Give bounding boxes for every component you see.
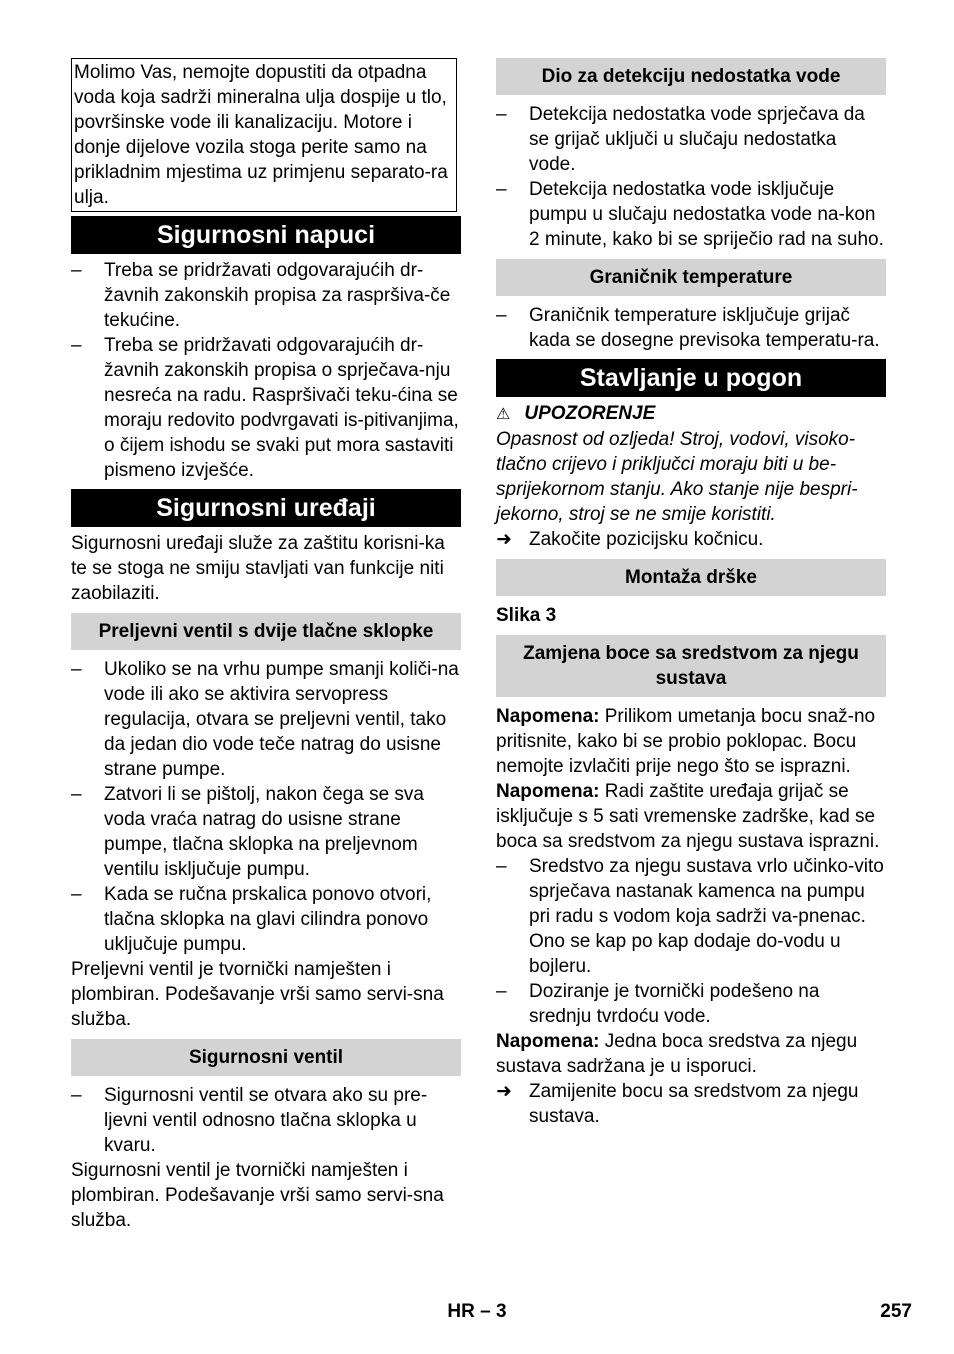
left-column bbox=[71, 58, 461, 1233]
heading-care-bottle-replacement: Zamjena boce sa sredstvom za njegu sustava bbox=[496, 635, 886, 697]
page-number: 257 bbox=[880, 1301, 912, 1322]
list-item: – Graničnik temperature isključuje grijač kada se dosegne previsoka temperatu-ra. bbox=[496, 303, 886, 353]
note-label: Napomena: bbox=[496, 706, 600, 727]
list-item: – Treba se pridržavati odgovarajućih dr-žavnih zakonskih propisa za raspršiva-če tekućine. bbox=[71, 258, 461, 333]
list-item: – Detekcija nedostatka vode sprječava da se grijač uključi u slučaju nedostatka vode. bbox=[496, 102, 886, 177]
heading-water-shortage: Dio za detekciju nedostatka vode bbox=[496, 58, 886, 95]
figure-reference: Slika 3 bbox=[496, 605, 557, 626]
heading-handle-mounting: Montaža drške bbox=[496, 559, 886, 596]
heading-safety-devices: Sigurnosni uređaji bbox=[71, 489, 461, 527]
heading-start-up: Stavljanje u pogon bbox=[496, 359, 886, 397]
overflow-valve-note: Preljevni ventil je tvornički namješten i plombiran. Podešavanje vrši samo servi-sna služba. bbox=[71, 959, 444, 1030]
note-3: Napomena: Jedna boca sredstva za njegu sustava sadržana je u isporuci. bbox=[496, 1031, 858, 1077]
warning-label-row bbox=[496, 401, 886, 427]
footer-section-label: HR – 3 bbox=[447, 1301, 507, 1322]
arrow-right-icon: ➜ bbox=[496, 529, 512, 550]
safety-valve-list bbox=[71, 1083, 461, 1158]
heading-safety-valve: Sigurnosni ventil bbox=[71, 1039, 461, 1076]
list-item: – Zatvori li se pištolj, nakon čega se sva voda vraća natrag do usisne strane pumpe, tlačna sklopka na preljevnom ventilu isključuje pumpu. bbox=[71, 782, 461, 882]
step-parking-brake bbox=[496, 527, 886, 552]
safety-instructions-list bbox=[71, 258, 461, 483]
care-bottle-list bbox=[496, 854, 886, 1029]
list-item: – Sredstvo za njegu sustava vrlo učinko-vito sprječava nastanak kamenca na pumpu pri radu s vodom koja sadrži va-pnenac. Ono se kap po kap dodaje do-vodu u bojleru. bbox=[496, 854, 886, 979]
note-label: Napomena: bbox=[496, 1031, 600, 1052]
arrow-right-icon: ➜ bbox=[496, 1081, 512, 1102]
note-2: Napomena: Radi zaštite uređaja grijač se isključuje s 5 sati vremenske zadrške, kad se boca sa sredstvom za njegu sustava isprazni. bbox=[496, 781, 880, 852]
safety-valve-note: Sigurnosni ventil je tvornički namješten i plombiran. Podešavanje vrši samo servi-sna služba. bbox=[71, 1160, 444, 1231]
note-1: Napomena: Prilikom umetanja bocu snaž-no pritisnite, kako bi se probio poklopac. Bocu nemojte izvlačiti prije nego što se isprazni. bbox=[496, 706, 876, 777]
safety-devices-intro: Sigurnosni uređaji služe za zaštitu korisni-ka te se stoga ne smiju stavljati van funkcije niti zaobilaziti. bbox=[71, 533, 445, 604]
temperature-limiter-list bbox=[496, 303, 886, 353]
environment-notice: Molimo Vas, nemojte dopustiti da otpadna voda koja sadrži mineralna ulja dospije u tlo, površinske vode ili kanalizaciju. Motore i donje dijelove vozila stoga perite samo na prikladnim mjestima uz primjenu separato-ra ulja. bbox=[71, 58, 457, 212]
list-item: – Kada se ručna prskalica ponovo otvori, tlačna sklopka na glavi cilindra ponovo uključuje pumpu. bbox=[71, 882, 461, 957]
step-replace-bottle bbox=[496, 1079, 886, 1129]
list-item: – Treba se pridržavati odgovarajućih dr-žavnih zakonskih propisa o sprječava-nju nesreća na radu. Raspršivači teku-ćina se moraju redovito podvrgavati is-pitivanjima, o čijem ishodu se svaki put mora sastaviti pismeno izvješće. bbox=[71, 333, 461, 483]
list-item: – Sigurnosni ventil se otvara ako su pre-ljevni ventil odnosno tlačna sklopka u kvaru. bbox=[71, 1083, 461, 1158]
heading-overflow-valve: Preljevni ventil s dvije tlačne sklopke bbox=[71, 613, 461, 650]
list-item: – Detekcija nedostatka vode isključuje pumpu u slučaju nedostatka vode na-kon 2 minute, kako bi se spriječio rad na suho. bbox=[496, 177, 886, 252]
water-shortage-list bbox=[496, 102, 886, 252]
heading-temperature-limiter: Graničnik temperature bbox=[496, 259, 886, 296]
step-text: Zakočite pozicijsku kočnicu. bbox=[529, 529, 764, 550]
note-label: Napomena: bbox=[496, 781, 600, 802]
heading-safety-instructions: Sigurnosni napuci bbox=[71, 216, 461, 254]
warning-label: UPOZORENJE bbox=[524, 403, 656, 424]
list-item: – Doziranje je tvornički podešeno na srednju tvrdoću vode. bbox=[496, 979, 886, 1029]
warning-text: Opasnost od ozljeda! Stroj, vodovi, visoko-tlačno crijevo i priključci moraju biti u be-sprijekornom stanju. Ako stanje nije bespri-jekorno, stroj se ne smije koristiti. bbox=[496, 429, 858, 525]
warning-triangle-icon: ⚠ bbox=[496, 406, 511, 423]
overflow-valve-list bbox=[71, 657, 461, 957]
step-text: Zamijenite bocu sa sredstvom za njegu sustava. bbox=[529, 1081, 859, 1127]
list-item: – Ukoliko se na vrhu pumpe smanji količi-na vode ili ako se aktivira servopress regulacija, otvara se preljevni ventil, tako da jedan dio vode teče natrag do usisne strane pumpe. bbox=[71, 657, 461, 782]
right-column bbox=[496, 58, 886, 1129]
